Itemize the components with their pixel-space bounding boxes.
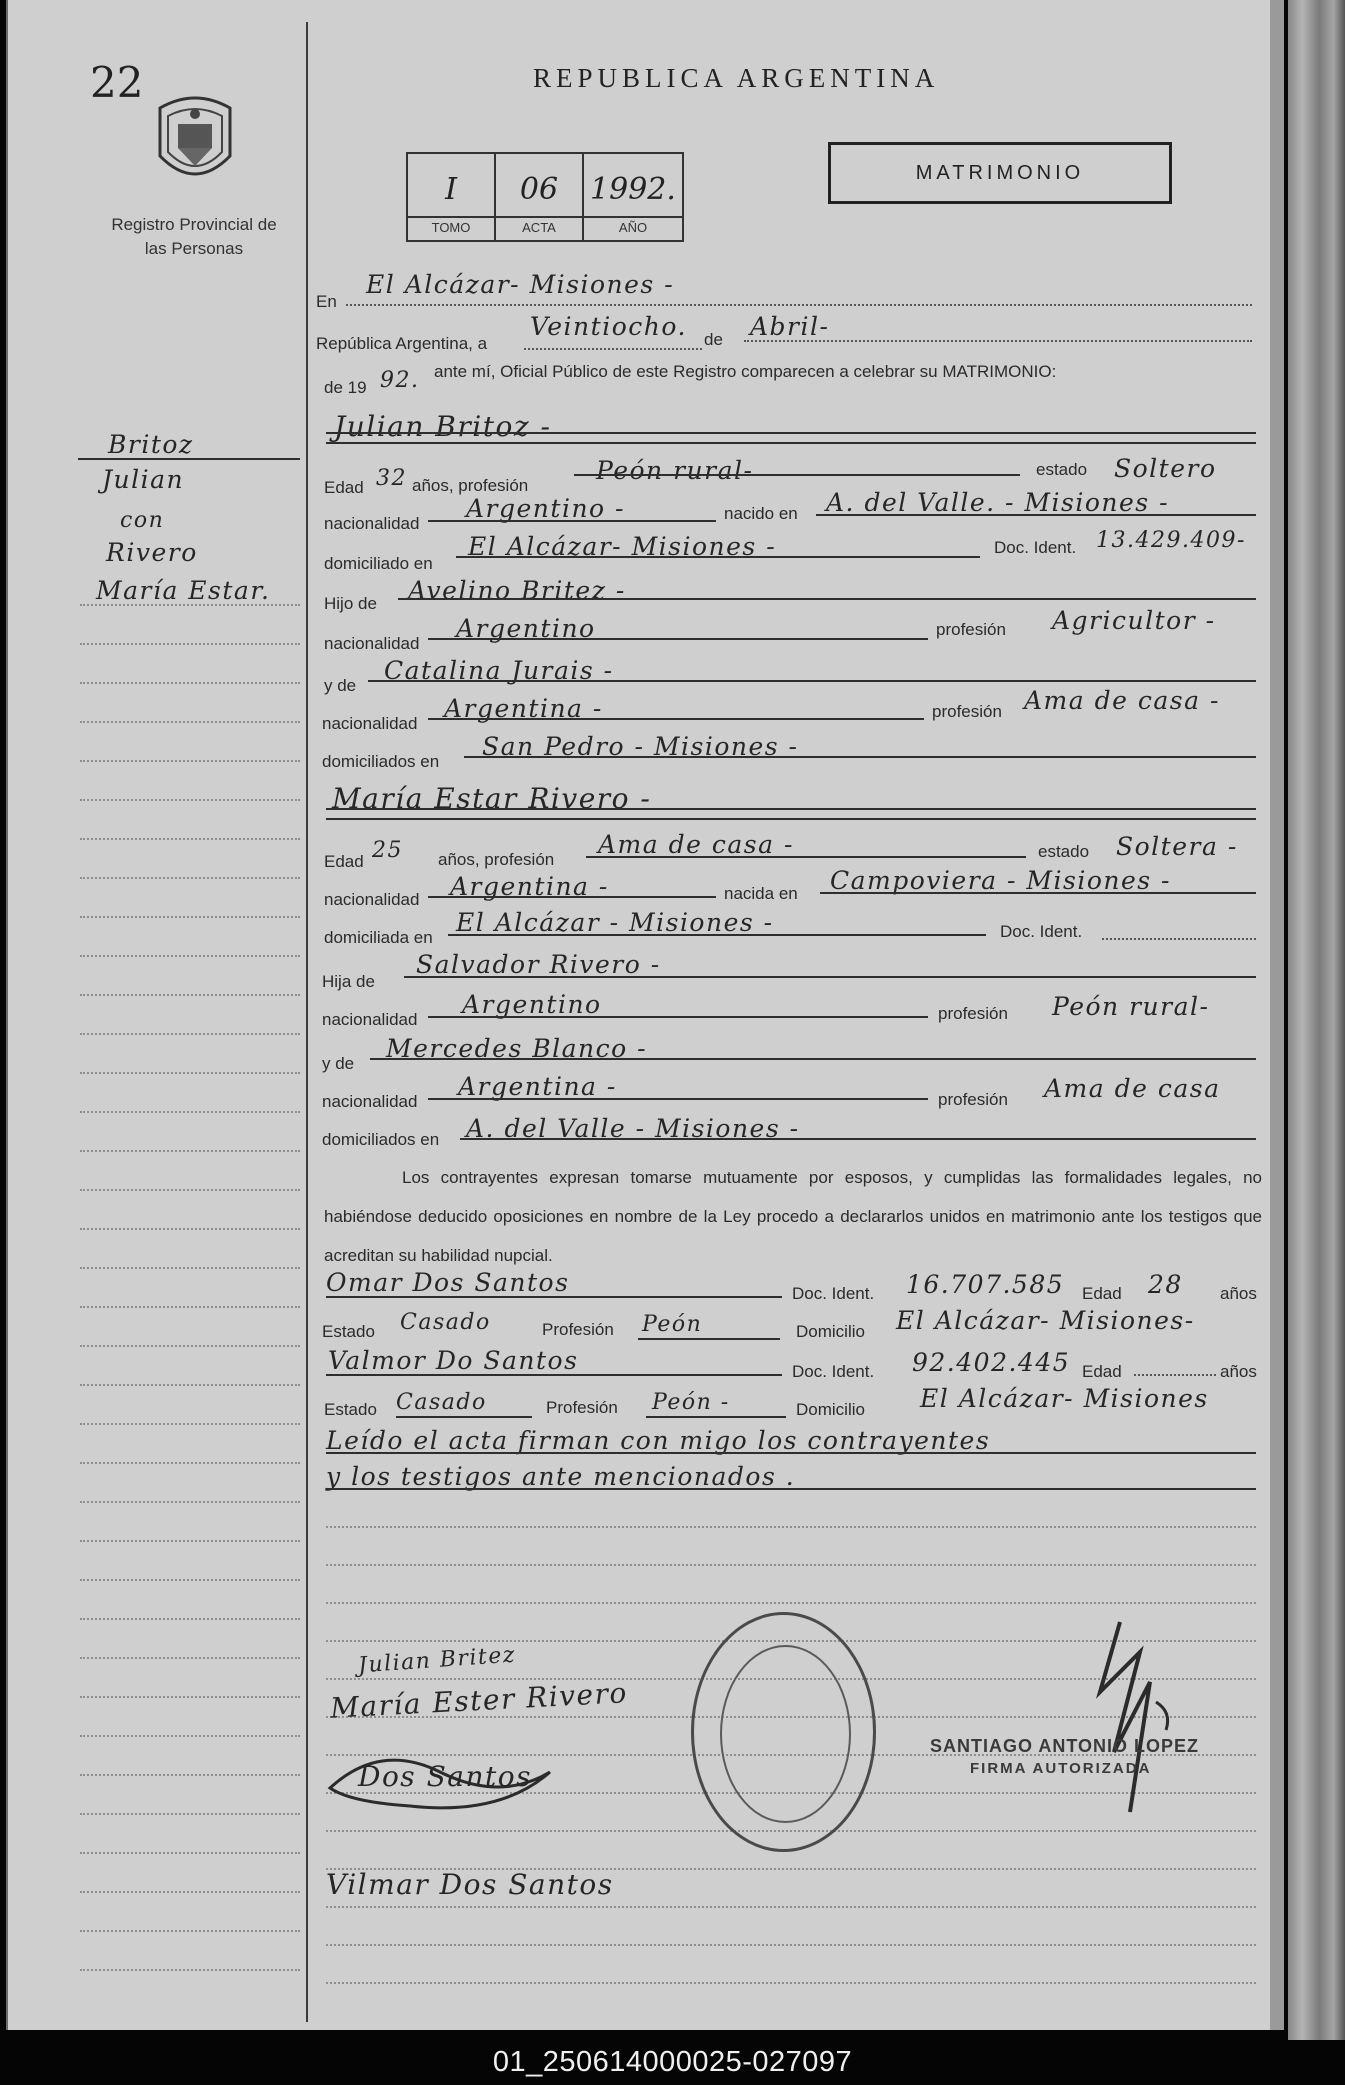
bride-name: María Estar Rivero - [332, 782, 652, 815]
margin-ruled-line [80, 1306, 300, 1308]
witness-1-estado: Casado [400, 1310, 491, 1335]
margin-ruled-line [80, 1969, 300, 1971]
margin-ruled-line [80, 1345, 300, 1347]
bride-padre-label: Hija de [322, 972, 375, 991]
closing-rule-1 [326, 1452, 1256, 1454]
witness-1-doc: 16.707.585 [906, 1270, 1065, 1299]
witness-1-anos-label: años [1220, 1284, 1257, 1303]
groom-madre-line [368, 680, 1256, 682]
witness-2-anos-label: años [1220, 1362, 1257, 1381]
bride-doc-label: Doc. Ident. [1000, 922, 1083, 941]
groom-profesion-label: años, profesión [412, 476, 529, 495]
main-ruled-line [326, 1944, 1256, 1946]
margin-note-bride-surname: Rivero [106, 538, 198, 567]
ano-cell [584, 154, 682, 240]
witness-2-domicilio-label: Domicilio [796, 1400, 865, 1419]
bride-padre-prof-label: profesión [938, 1004, 1008, 1023]
groom-padre-line [398, 598, 1256, 600]
groom-domicilio-line [456, 556, 980, 558]
bride-nacida-label: nacida en [724, 884, 798, 903]
margin-ruled-line [80, 1852, 300, 1854]
groom-nacido-label: nacido en [724, 504, 798, 523]
bride-padres-dom-label: domiciliados en [322, 1130, 440, 1149]
groom-profesion-line [574, 474, 1020, 476]
margin-ruled-line [80, 1384, 300, 1386]
groom-nacido-line [816, 514, 1256, 516]
record-type: MATRIMONIO [828, 142, 1172, 204]
groom-domicilio: El Alcázar- Misiones - [468, 532, 777, 561]
signature-bride: María Ester Rivero [329, 1676, 629, 1725]
officer-title: FIRMA AUTORIZADA [970, 1760, 1152, 1777]
bride-edad: 25 [372, 838, 403, 863]
groom-madre-nac-line [428, 718, 924, 720]
footer-code: 01_250614000025-027097 [492, 2046, 853, 2078]
bride-madre-nac-line [428, 1098, 928, 1100]
main-ruled-line [326, 1982, 1256, 1984]
margin-ruled-line [80, 1579, 300, 1581]
signature-groom: Julian Britez [357, 1642, 517, 1679]
acta-value: 06 [519, 172, 559, 207]
witness-1-profesion-label: Profesión [542, 1320, 614, 1339]
margin-ruled-line [80, 682, 300, 684]
bride-madre-prof: Ama de casa [1044, 1074, 1221, 1103]
witness-1-profesion: Peón [642, 1312, 703, 1337]
witness-2-profesion: Peón - [652, 1390, 730, 1415]
groom-name: Julian Britoz - [334, 410, 552, 443]
registry-name: Registro Provincial de las Personas [111, 215, 277, 258]
signature-witness-2: Vilmar Dos Santos [326, 1868, 614, 1901]
place-label: En [316, 292, 337, 311]
witness-1-edad-label: Edad [1082, 1284, 1122, 1303]
margin-ruled-line [80, 721, 300, 723]
witness-2-edad-line [1134, 1374, 1216, 1376]
bride-padre: Salvador Rivero - [416, 950, 661, 979]
bride-nacida-line [820, 892, 1256, 894]
groom-edad: 32 [376, 466, 407, 491]
date-label: República Argentina, a [316, 334, 488, 353]
witness-1-name-line [326, 1296, 782, 1298]
groom-profesion: Peón rural- [596, 456, 754, 485]
bride-edad-label: Edad [324, 852, 364, 871]
page-number: 22 [90, 58, 144, 107]
witness-2-name: Valmor Do Santos [328, 1346, 579, 1375]
official-seal-stamp [691, 1612, 876, 1852]
main-ruled-line [326, 1526, 1256, 1528]
signature-witness-1: Dos Santos [358, 1760, 532, 1793]
groom-padre-prof: Agricultor - [1052, 606, 1216, 635]
groom-nacionalidad-line [428, 520, 716, 522]
bride-madre-line [370, 1058, 1256, 1060]
groom-madre: Catalina Jurais - [384, 656, 614, 685]
date-day: Veintiocho. [530, 312, 687, 341]
groom-name-line [326, 432, 1256, 434]
groom-nacido: A. del Valle. - Misiones - [826, 488, 1170, 517]
witness-2-profesion-line [646, 1416, 786, 1418]
margin-ruled-line [80, 1813, 300, 1815]
bride-padre-nac-label: nacionalidad [322, 1010, 418, 1029]
groom-madre-nac-label: nacionalidad [322, 714, 418, 733]
witness-2-name-line [326, 1374, 782, 1376]
margin-ruled-line [80, 994, 300, 996]
witness-2-edad-label: Edad [1082, 1362, 1122, 1381]
officer-signature-scribble-icon [1080, 1612, 1180, 1822]
witness-1-doc-label: Doc. Ident. [792, 1284, 875, 1303]
groom-nacionalidad-label: nacionalidad [324, 514, 420, 533]
main-ruled-line [326, 1906, 1256, 1908]
margin-ruled-line [80, 1033, 300, 1035]
margin-ruled-line [80, 955, 300, 957]
margin-ruled-line [80, 1930, 300, 1932]
witness-1-domicilio: El Alcázar- Misiones- [896, 1306, 1195, 1335]
margin-note-surname: Britoz [108, 430, 194, 459]
margin-ruled-line [80, 1228, 300, 1230]
year-prefix: de 19 [324, 378, 367, 397]
witness-2-domicilio: El Alcázar- Misiones [920, 1384, 1209, 1413]
groom-madre-prof: Ama de casa - [1024, 686, 1220, 715]
bride-padre-prof: Peón rural- [1052, 992, 1210, 1021]
witness-2-estado-label: Estado [324, 1400, 377, 1419]
bride-profesion-label: años, profesión [438, 850, 555, 869]
margin-note-con: con [120, 508, 165, 533]
year-text: ante mí, Oficial Público de este Registro comparecen a celebrar su MATRIMONIO: [434, 362, 1057, 381]
margin-ruled-line [80, 877, 300, 879]
bride-name-line-2 [326, 818, 1256, 820]
witness-2-estado: Casado [396, 1390, 487, 1415]
margin-note-given-name: Julian [102, 465, 185, 494]
witness-1-name: Omar Dos Santos [326, 1268, 570, 1297]
bride-nacionalidad-line [428, 896, 716, 898]
groom-doc-label: Doc. Ident. [994, 538, 1077, 557]
margin-ruled-line [80, 1696, 300, 1698]
groom-name-line-2 [326, 442, 1256, 444]
margin-ruled-line [80, 1540, 300, 1542]
groom-estado-label: estado [1036, 460, 1088, 479]
groom-padres-dom: San Pedro - Misiones - [482, 732, 799, 761]
tomo-value: I [445, 172, 457, 207]
bride-nacionalidad-label: nacionalidad [324, 890, 420, 909]
book-edge [1288, 0, 1345, 2045]
margin-note-bride-name: María Estar. [96, 576, 271, 605]
registration-box [406, 152, 684, 242]
witness-1-domicilio-label: Domicilio [796, 1322, 865, 1341]
acta-cell [496, 154, 584, 240]
groom-madre-prof-label: profesión [932, 702, 1002, 721]
bride-padre-nac-line [428, 1016, 928, 1018]
bride-madre-prof-label: profesión [938, 1090, 1008, 1109]
bride-domicilio: El Alcázar - Misiones - [456, 908, 774, 937]
witness-2-doc-label: Doc. Ident. [792, 1362, 875, 1381]
date-day-line [524, 348, 702, 350]
witness-2-doc: 92.402.445 [912, 1348, 1071, 1377]
bride-name-line [326, 808, 1256, 810]
closing-line-2: y los testigos ante mencionados . [326, 1462, 796, 1491]
bride-doc-line [1102, 938, 1256, 940]
register-page [6, 0, 1284, 2030]
bride-padres-dom: A. del Valle - Misiones - [466, 1114, 800, 1143]
closing-rule-2 [326, 1488, 1256, 1490]
bride-madre-nac-label: nacionalidad [322, 1092, 418, 1111]
ano-value: 1992. [590, 172, 676, 207]
margin-ruled-line [80, 1657, 300, 1659]
groom-domicilio-label: domiciliado en [324, 554, 433, 573]
closing-line-1: Leído el acta firman con migo los contrayentes [326, 1426, 991, 1455]
witness-1-estado-label: Estado [322, 1322, 375, 1341]
groom-madre-nac: Argentina - [444, 694, 603, 723]
margin-ruled-line [80, 916, 300, 918]
bride-madre: Mercedes Blanco - [386, 1034, 648, 1063]
margin-note-rule [78, 458, 300, 460]
margin-ruled-line [80, 1267, 300, 1269]
margin-ruled-line [80, 1150, 300, 1152]
groom-edad-label: Edad [324, 478, 364, 497]
bride-padres-dom-line [460, 1138, 1256, 1140]
margin-ruled-line [80, 643, 300, 645]
country-title: REPUBLICA ARGENTINA [533, 63, 940, 93]
bride-madre-nac: Argentina - [458, 1072, 617, 1101]
margin-ruled-line [80, 1501, 300, 1503]
bride-profesion: Ama de casa - [598, 830, 794, 859]
groom-padre-nac-line [428, 638, 928, 640]
acta-label: ACTA [496, 216, 582, 240]
main-ruled-line [326, 1602, 1256, 1604]
groom-padre-label: Hijo de [324, 594, 377, 613]
groom-padre-prof-label: profesión [936, 620, 1006, 639]
margin-ruled-line [80, 1618, 300, 1620]
year-suffix: 92. [380, 368, 420, 393]
witness-2-estado-line [396, 1416, 532, 1418]
groom-nacionalidad: Argentino - [466, 494, 625, 523]
date-de-label: de [704, 330, 723, 349]
groom-padre-nac-label: nacionalidad [324, 634, 420, 653]
margin-divider [306, 22, 308, 2022]
bride-nacida: Campoviera - Misiones - [830, 866, 1171, 895]
bride-domicilio-line [448, 934, 986, 936]
margin-ruled-line [80, 838, 300, 840]
groom-padres-dom-line [464, 756, 1256, 758]
declaration-text: Los contrayentes expresan tomarse mutuamente por esposos, y cumplidas las formalidades legales, no habiéndose deducido oposiciones en nombre de la Ley procedo a declararlos unidos en matrimonio ante los testigos que acreditan su habilidad nupcial. [324, 1168, 1262, 1265]
witness-2-profesion-label: Profesión [546, 1398, 618, 1417]
bride-nacionalidad: Argentina - [450, 872, 609, 901]
place-value: El Alcázar- Misiones - [366, 270, 675, 299]
main-ruled-line [326, 1564, 1256, 1566]
tomo-label: TOMO [408, 216, 494, 240]
provincial-crest-icon [152, 94, 238, 192]
bride-estado: Soltera - [1116, 832, 1238, 861]
margin-ruled-line [80, 799, 300, 801]
margin-ruled-line [80, 1189, 300, 1191]
bride-padre-line [404, 976, 1256, 978]
witness-1-edad: 28 [1148, 1270, 1183, 1299]
bride-domicilio-label: domiciliada en [324, 928, 433, 947]
date-month: Abril- [750, 312, 830, 341]
ano-label: AÑO [584, 216, 682, 240]
margin-ruled-line [80, 1774, 300, 1776]
official-seal-inner-ring [720, 1645, 851, 1823]
groom-doc: 13.429.409- [1096, 528, 1246, 553]
groom-padres-dom-label: domiciliados en [322, 752, 440, 771]
tomo-cell [408, 154, 496, 240]
bride-estado-label: estado [1038, 842, 1090, 861]
margin-ruled-line [80, 1072, 300, 1074]
bride-profesion-line [586, 856, 1026, 858]
margin-ruled-line [80, 760, 300, 762]
place-line [346, 304, 1252, 306]
margin-ruled-line [80, 1735, 300, 1737]
margin-ruled-line [80, 1891, 300, 1893]
bride-madre-label: y de [322, 1054, 355, 1073]
margin-ruled-line [80, 1423, 300, 1425]
groom-padre-nac: Argentino [456, 614, 596, 643]
bride-padre-nac: Argentino [462, 990, 602, 1019]
witness-1-profesion-line [638, 1338, 780, 1340]
officer-name: SANTIAGO ANTONIO LOPEZ [930, 1736, 1200, 1756]
date-month-line [744, 340, 1252, 342]
margin-ruled-line [80, 1111, 300, 1113]
margin-ruled-line [80, 1462, 300, 1464]
groom-madre-label: y de [324, 676, 357, 695]
groom-padre: Avelino Britez - [408, 576, 626, 605]
groom-estado: Soltero [1114, 454, 1217, 483]
